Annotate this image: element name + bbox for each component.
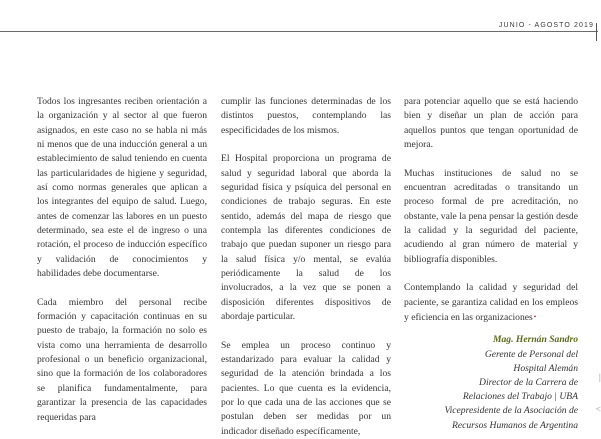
paragraph-closing (404, 281, 578, 325)
author-role: Gerente de Personal del (484, 348, 578, 360)
author-signature (404, 333, 578, 432)
column-3 (404, 95, 578, 433)
paragraph: Cada miembro del personal recibe formación y capacitación continuas en su puesto de trabajo, la formación no solo es vista como una herramienta de desarrollo profesional o un beneficio organizacional, sino que la formación de los colaboradores se planifica fundamentalmente, para garantizar la presencia de las capacidades requeridas para (37, 296, 207, 423)
author-role: Relaciones del Trabajo | UBA (462, 391, 578, 403)
author-role: Vicepresidente de la Asociación de (444, 405, 578, 417)
paragraph: Todos los ingresantes reciben orientación a la organización y al sector al que fueron asignados, en este caso no se habla ni más ni menos que de una inducción general a un establecimiento de salud teniendo en cuenta las particularidades de higiene y seguridad, así como normas generales que aplican a los integrantes del equipo de salud. Luego, antes de comenzar las labores en un puesto determinado, sea este el de ingreso o una rotación, el proceso de inducción específico y validación de conocimientos y habilidades debe documentarse. (37, 96, 207, 280)
author-role: Hospital Alemán (513, 362, 578, 374)
header-rule (0, 31, 598, 32)
scroll-marker: | (598, 372, 601, 382)
column-2 (221, 95, 391, 439)
paragraph: Muchas instituciones de salud no se encuentran acreditadas o transitando un proceso formal de pre acreditación, no obstante, vale la pena pensar la gestión desde la calidad y la seguridad del paciente, acudiendo al gran número de material y bibliografía disponibles. (404, 167, 578, 265)
paragraph: cumplir las funciones determinadas de los distintos puestos, contemplando las especificidades de los mismos. (221, 96, 391, 136)
author-role: Recursos Humanos de Argentina (451, 419, 578, 431)
header-date: JUNIO - AGOSTO 2019 (498, 22, 594, 29)
page-back-icon[interactable]: < (595, 404, 601, 414)
header-tick (596, 23, 597, 41)
author-name: Mag. Hernán Sandro (492, 334, 578, 346)
paragraph: Se emplea un proceso continuo y estandarizado para evaluar la calidad y seguridad de la atención brindada a los pacientes. Lo que cuenta es la evidencia, por lo que cada una de las acciones que se postulan deben ser medidas por un indicador diseñado específicamente, (221, 339, 391, 437)
closing-text: Contemplando la calidad y seguridad del paciente, se garantiza calidad en los empleos y eficiencia en las organizaciones (404, 282, 578, 324)
paragraph: para potenciar aquello que se está haciendo bien y diseñar un plan de acción para aquellos puntos que tengan oportunidad de mejora. (404, 96, 578, 151)
end-mark-icon: • (533, 313, 537, 322)
column-1 (37, 95, 207, 425)
paragraph: El Hospital proporciona un programa de salud y seguridad laboral que aborda la seguridad física y psíquica del personal en condiciones de trabajo seguras. En este sentido, además del mapa de riesgo que contempla las diferentes condiciones de trabajo que puedan suponer un riesgo para la salud física y/o mental, se evalúa periódicamente la salud de los involucrados, a la vez que se ponen a disposición diferentes dispositivos de abordaje particular. (221, 153, 391, 323)
author-role: Director de la Carrera de (479, 377, 578, 389)
